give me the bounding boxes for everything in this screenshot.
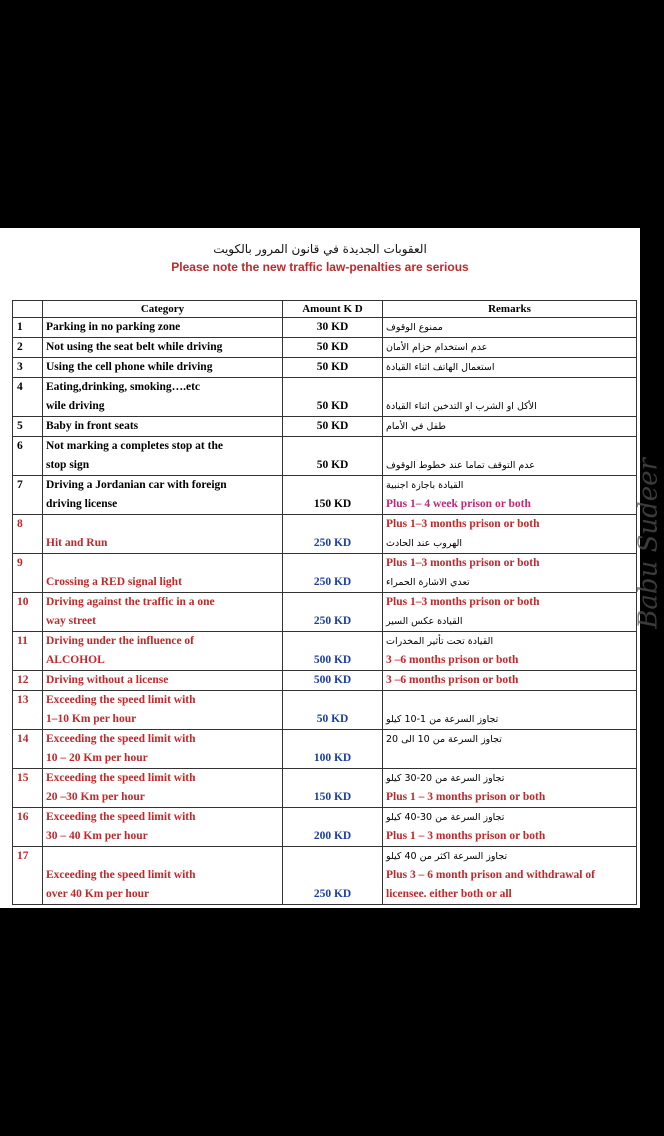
row-remarks [383,847,637,905]
row-number: 5 [13,417,43,437]
row-amount: 150 KD [283,476,383,515]
remark-arabic: تعدي الاشارة الحمراء [386,577,470,588]
row-remarks [383,437,637,476]
header-amount: Amount K D [283,301,383,318]
remark-arabic: القيادة باجازة اجنبية [386,480,464,491]
document-page [0,228,664,908]
remark-arabic: عدم استخدام حزام الأمان [386,342,488,353]
remark-text [386,691,633,710]
row-number: 7 [13,476,43,515]
remark-text [386,749,633,768]
row-amount: 200 KD [283,808,383,847]
row-amount: 250 KD [283,554,383,593]
row-category [43,358,283,378]
table-row [13,808,637,847]
row-category [43,671,283,691]
category-line: Parking in no parking zone [46,321,181,333]
table-row [13,318,637,338]
row-category [43,730,283,769]
remark-text [386,378,633,397]
remark-arabic: القيادة عكس السير [386,616,463,627]
remark-arabic: تجاوز السرعة من 30-40 كيلو [386,812,505,823]
row-number: 4 [13,378,43,417]
header-num [13,301,43,318]
table-row [13,437,637,476]
row-number: 16 [13,808,43,847]
category-line: Crossing a RED signal light [46,576,182,588]
remark-text: 3 –6 months prison or both [386,654,519,666]
table-row [13,338,637,358]
remark-arabic: القيادة تحت تأثير المخدرات [386,636,494,647]
remark-arabic: تجاوز السرعة من 1-10 كيلو [386,714,499,725]
remark-arabic: تجاوز السرعة من 20-30 كيلو [386,773,505,784]
table-row [13,378,637,417]
row-category [43,318,283,338]
row-category [43,476,283,515]
header-remarks: Remarks [383,301,637,318]
category-line: over 40 Km per hour [46,888,150,900]
remark-text: 3 –6 months prison or both [386,674,519,686]
signature-watermark: Babu Sudeer [634,458,664,629]
row-amount: 100 KD [283,730,383,769]
row-category [43,808,283,847]
row-number: 8 [13,515,43,554]
remark-arabic: الهروب عند الحادث [386,538,462,549]
row-number: 12 [13,671,43,691]
table-row [13,515,637,554]
row-category [43,632,283,671]
row-amount: 30 KD [283,318,383,338]
row-category [43,593,283,632]
row-remarks [383,554,637,593]
category-line: Driving against the traffic in a one [46,596,215,608]
category-line: ALCOHOL [46,654,105,666]
remark-arabic: تجاوز السرعة اكثر من 40 كيلو [386,851,508,862]
row-number: 10 [13,593,43,632]
title-arabic: العقوبات الجديدة في قانون المرور بالكويت [213,242,427,256]
remark-text: Plus 1–3 months prison or both [386,518,540,530]
table-row [13,476,637,515]
category-line: 10 – 20 Km per hour [46,752,148,764]
remark-text: Plus 3 – 6 month prison and withdrawal of [386,869,595,881]
row-category [43,691,283,730]
table-row [13,358,637,378]
row-amount: 50 KD [283,417,383,437]
category-line: stop sign [46,459,90,471]
row-amount: 500 KD [283,671,383,691]
table-row [13,632,637,671]
table-row [13,730,637,769]
row-remarks [383,338,637,358]
row-category [43,554,283,593]
row-number: 1 [13,318,43,338]
row-remarks [383,730,637,769]
row-number: 13 [13,691,43,730]
category-line: 20 –30 Km per hour [46,791,145,803]
remark-text: Plus 1–3 months prison or both [386,596,540,608]
row-amount: 50 KD [283,437,383,476]
row-number: 9 [13,554,43,593]
row-remarks [383,476,637,515]
remark-arabic: ممنوع الوقوف [386,322,443,333]
row-category [43,378,283,417]
header-category: Category [43,301,283,318]
category-line: Exceeding the speed limit with [46,811,196,823]
row-number: 17 [13,847,43,905]
category-line: Driving without a license [46,674,169,686]
category-line: Eating,drinking, smoking….etc [46,381,200,393]
row-amount: 250 KD [283,847,383,905]
remark-text: licensee. either both or all [386,888,512,900]
table-row [13,671,637,691]
remark-arabic: عدم التوقف تماما عند خطوط الوقوف [386,460,535,471]
row-number: 2 [13,338,43,358]
category-line: wile driving [46,400,105,412]
category-line: Hit and Run [46,537,108,549]
row-remarks [383,417,637,437]
row-category [43,847,283,905]
remark-text: Plus 1 – 3 months prison or both [386,791,546,803]
category-line: 30 – 40 Km per hour [46,830,148,842]
row-amount: 50 KD [283,378,383,417]
penalties-table [12,300,637,905]
row-category [43,515,283,554]
row-amount: 50 KD [283,358,383,378]
table-row [13,417,637,437]
remark-text [386,437,633,456]
category-line: Not using the seat belt while driving [46,341,223,353]
category-line: Exceeding the speed limit with [46,869,196,881]
title-english: Please note the new traffic law-penalties are serious [171,260,469,274]
category-line: Using the cell phone while driving [46,361,213,373]
row-category [43,417,283,437]
row-remarks [383,632,637,671]
row-number: 11 [13,632,43,671]
category-line: Exceeding the speed limit with [46,733,196,745]
category-line: driving license [46,498,118,510]
row-number: 15 [13,769,43,808]
row-amount: 250 KD [283,593,383,632]
category-line: 1–10 Km per hour [46,713,137,725]
remark-arabic: طفل في الأمام [386,421,446,432]
row-category [43,769,283,808]
row-number: 6 [13,437,43,476]
row-amount: 50 KD [283,338,383,358]
row-category [43,437,283,476]
row-remarks [383,593,637,632]
row-amount: 50 KD [283,691,383,730]
category-line: Exceeding the speed limit with [46,772,196,784]
row-remarks [383,808,637,847]
row-remarks [383,358,637,378]
row-remarks [383,691,637,730]
row-remarks [383,318,637,338]
table-row [13,691,637,730]
table-row [13,554,637,593]
row-amount: 500 KD [283,632,383,671]
remark-arabic: الأكل او الشرب او التدخين اثناء القيادة [386,401,537,412]
table-body [13,318,637,905]
row-amount: 150 KD [283,769,383,808]
row-remarks [383,378,637,417]
remark-text: Plus 1–3 months prison or both [386,557,540,569]
remark-arabic: تجاوز السرعة من 10 الى 20 [386,734,502,745]
table-row [13,593,637,632]
row-number: 3 [13,358,43,378]
category-line: Baby in front seats [46,420,139,432]
category-line: Not marking a completes stop at the [46,440,223,452]
row-category [43,338,283,358]
row-remarks [383,515,637,554]
table-header-row [13,301,637,318]
row-amount: 250 KD [283,515,383,554]
category-line: way street [46,615,96,627]
row-remarks [383,671,637,691]
remark-text: Plus 1– 4 week prison or both [386,498,531,510]
row-remarks [383,769,637,808]
remark-text: Plus 1 – 3 months prison or both [386,830,546,842]
remark-arabic: استعمال الهاتف اثناء القيادة [386,362,495,373]
table-row [13,769,637,808]
category-line: Driving under the influence of [46,635,195,647]
row-number: 14 [13,730,43,769]
category-line: Driving a Jordanian car with foreign [46,479,227,491]
table-row [13,847,637,905]
category-line: Exceeding the speed limit with [46,694,196,706]
